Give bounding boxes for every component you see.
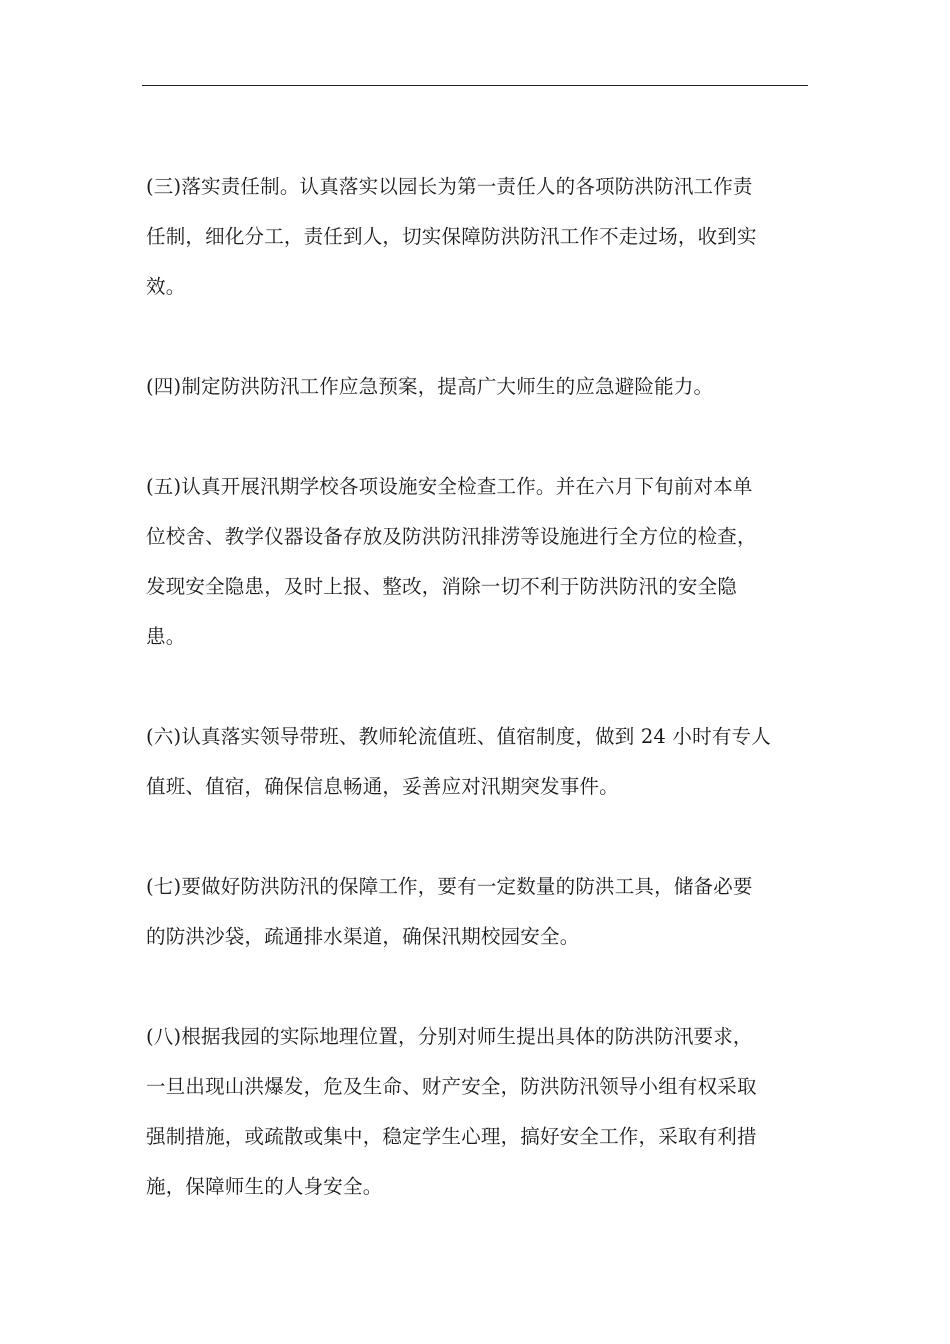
text-line: (五)认真开展汛期学校各项设施安全检查工作。并在六月下旬前对本单	[146, 475, 753, 498]
text-line: 施，保障师生的人身安全。	[146, 1175, 383, 1198]
paragraph-3	[146, 162, 806, 312]
text-line: (六)认真落实领导带班、教师轮流值班、值宿制度，做到 24 小时有专人	[146, 725, 771, 748]
header-rule	[142, 85, 808, 86]
text-line: 值班、值宿，确保信息畅通，妥善应对汛期突发事件。	[146, 775, 619, 798]
text-line: 位校舍、教学仪器设备存放及防洪防汛排涝等设施进行全方位的检查，	[146, 525, 757, 548]
text-line: 一旦出现山洪爆发，危及生命、财产安全，防洪防汛领导小组有权采取	[146, 1075, 757, 1098]
text-line: 患。	[146, 625, 186, 648]
text-line: (三)落实责任制。认真落实以园长为第一责任人的各项防洪防汛工作责	[146, 175, 753, 198]
text-line: 任制，细化分工，责任到人，切实保障防洪防汛工作不走过场，收到实	[146, 225, 757, 248]
text-line: 效。	[146, 275, 186, 298]
document-body	[146, 162, 806, 1212]
paragraph-8	[146, 1012, 806, 1212]
text-line: (七)要做好防洪防汛的保障工作，要有一定数量的防洪工具，储备必要	[146, 875, 753, 898]
paragraph-6	[146, 712, 806, 812]
paragraph-7	[146, 862, 806, 962]
text-line: 强制措施，或疏散或集中，稳定学生心理，搞好安全工作，采取有利措	[146, 1125, 757, 1148]
paragraph-4	[146, 362, 806, 412]
text-line: 发现安全隐患，及时上报、整改，消除一切不利于防洪防汛的安全隐	[146, 575, 738, 598]
text-line: (八)根据我园的实际地理位置，分别对师生提出具体的防洪防汛要求，	[146, 1025, 753, 1048]
paragraph-5	[146, 462, 806, 662]
text-line: 的防洪沙袋，疏通排水渠道，确保汛期校园安全。	[146, 925, 580, 948]
text-line: (四)制定防洪防汛工作应急预案，提高广大师生的应急避险能力。	[146, 375, 714, 398]
